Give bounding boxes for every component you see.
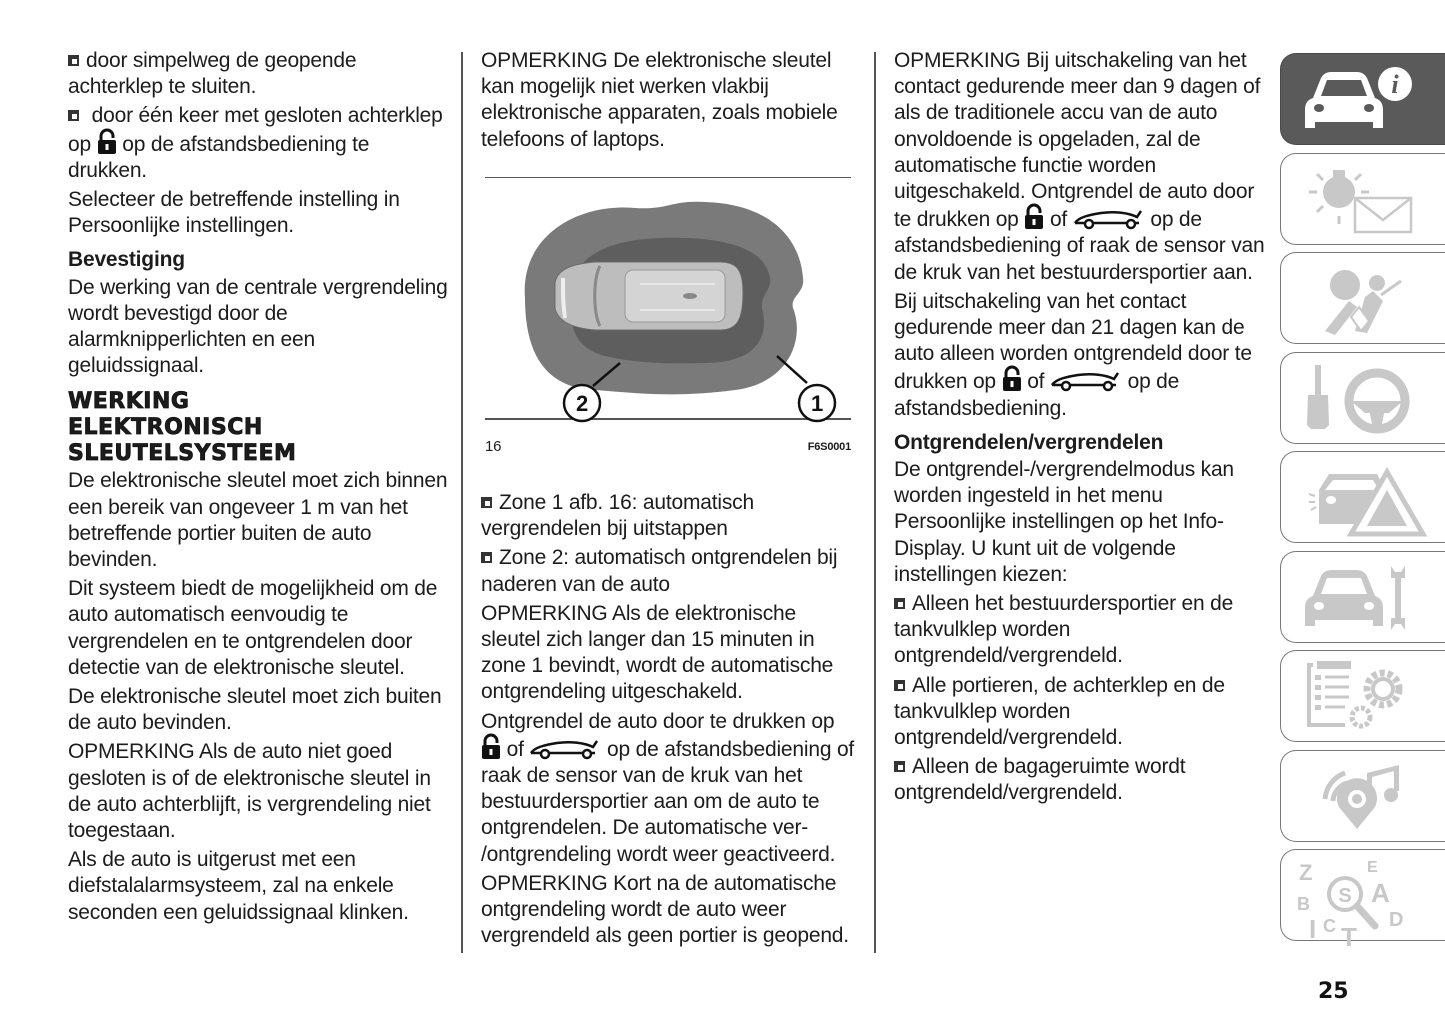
figure-caption xyxy=(485,434,851,460)
svg-text:1: 1 xyxy=(810,391,824,417)
subheading-bevestiging: Bevestiging xyxy=(68,248,185,272)
alphabet-search-icon xyxy=(1295,858,1415,952)
tab-technical-data[interactable] xyxy=(1280,650,1445,742)
music-location-icon xyxy=(1295,759,1415,835)
note-paragraph: OPMERKING Kort na de automatische ontgrendeling wordt de auto weer vergrendeld als geen portier is geopend. xyxy=(481,871,849,948)
key-steering-wheel-icon xyxy=(1295,361,1415,437)
bullet-item: Zone 1 afb. 16: automatisch vergrendelen bij uitstappen xyxy=(481,490,856,542)
column-divider xyxy=(874,52,876,953)
svg-text:S: S xyxy=(1338,885,1352,907)
tab-starting-driving[interactable] xyxy=(1280,352,1445,444)
bullet-item: Alleen de bagageruimte wordt ontgrendeld/vergrendeld. xyxy=(894,754,1269,806)
paragraph: De elektronische sleutel moet zich binnen een bereik van ongeveer 1 m van het betreffende portier buiten de auto bevinden. xyxy=(68,469,448,572)
note-paragraph: OPMERKING De elektronische sleutel kan mogelijk niet werken vlakbij elektronische apparaten, zoals mobiele telefoons of laptops. xyxy=(481,49,838,151)
note-paragraph: OPMERKING Als de auto niet goed gesloten is of de elektronische sleutel in de auto achterblijft, is vergrendeling niet toegestaan. xyxy=(68,740,431,843)
tailgate-icon xyxy=(529,739,601,759)
tab-warning-lights-messages[interactable] xyxy=(1280,153,1445,245)
column-2 xyxy=(481,48,856,952)
car-warning-triangle-icon xyxy=(1295,460,1415,536)
note-paragraph: OPMERKING Als de elektronische sleutel zich langer dan 15 minuten in zone 1 bevindt, wordt de automatische ontgrendeling uitgeschakeld. xyxy=(481,601,834,704)
paragraph: De elektronische sleutel moet zich buiten de auto bevinden. xyxy=(68,685,442,735)
tailgate-icon xyxy=(1050,371,1122,391)
paragraph: Selecteer de betreffende instelling in Persoonlijke instellingen. xyxy=(68,188,400,238)
svg-text:i: i xyxy=(1391,70,1399,99)
paragraph: De werking van de centrale vergrendeling wordt bevestigd door de alarmknipperlichten en een geluidssignaal. xyxy=(68,275,448,378)
svg-text:E: E xyxy=(1367,859,1378,876)
paragraph: Dit systeem biedt de mogelijkheid om de auto automatisch eenvoudig te vergrendelen en te ontgrendelen door detectie van de elektronische sleutel. xyxy=(68,577,438,679)
tab-car-info[interactable] xyxy=(1280,53,1445,145)
list-gears-icon xyxy=(1295,659,1415,735)
text: door één keer met gesloten achterklep op xyxy=(68,104,443,156)
paragraph: Bij uitschakeling van het contact gedurende meer dan 21 dagen kan de auto alleen worden ontgrendeld door te drukken op of op de afstandsbediening. xyxy=(894,289,1252,420)
svg-text:Z: Z xyxy=(1299,860,1313,885)
unlock-icon xyxy=(97,130,117,154)
text: op de afstandsbediening te drukken. xyxy=(68,132,370,182)
subheading-ontgrendelen: Ontgrendelen/vergrendelen xyxy=(894,430,1164,454)
bullet-item xyxy=(68,103,448,184)
figure-code: F6S0001 xyxy=(807,440,851,453)
svg-text:A: A xyxy=(1371,878,1390,908)
figure-bottom-rule xyxy=(485,418,851,420)
car-info-icon xyxy=(1295,62,1415,138)
paragraph: De ontgrendel-/vergrendelmodus kan worden ingesteld in het menu Persoonlijke instellingen op het Info-Display. U kunt uit de volgende instellingen kiezen: xyxy=(894,458,1234,586)
figure-number: 16 xyxy=(485,437,502,455)
car-wrench-icon xyxy=(1295,560,1415,636)
tab-maintenance[interactable] xyxy=(1280,551,1445,643)
svg-text:D: D xyxy=(1389,909,1404,931)
svg-text:C: C xyxy=(1323,916,1336,936)
svg-text:I: I xyxy=(1309,914,1317,944)
svg-text:T: T xyxy=(1341,922,1357,952)
column-3 xyxy=(894,48,1269,810)
column-1 xyxy=(68,48,448,929)
bullet-item: Alleen het bestuurdersportier en de tankvulklep worden ontgrendeld/vergrendeld. xyxy=(894,591,1269,670)
figure-16 xyxy=(485,177,851,460)
unlock-icon xyxy=(1024,205,1044,229)
page-number: 25 xyxy=(1318,979,1349,1004)
keyless-zones-illustration xyxy=(485,178,851,418)
svg-text:2: 2 xyxy=(575,391,589,417)
paragraph: Als de auto is uitgerust met een diefstalalarmsysteem, zal na enkele seconden een geluidssignaal klinken. xyxy=(68,848,409,924)
unlock-icon xyxy=(1002,367,1022,391)
section-heading: WERKING ELEKTRONISCH SLEUTELSYSTEEM xyxy=(68,389,297,467)
tab-safety[interactable] xyxy=(1280,252,1445,344)
airbag-seatbelt-icon xyxy=(1295,261,1415,337)
tab-emergency[interactable] xyxy=(1280,451,1445,543)
chapter-tabs xyxy=(1280,53,1445,952)
tailgate-icon xyxy=(1073,209,1145,229)
bullet-item: Alle portieren, de achterklep en de tankvulklep worden ontgrendeld/vergrendeld. xyxy=(894,673,1269,752)
warning-light-envelope-icon xyxy=(1295,162,1415,238)
unlock-icon xyxy=(481,735,501,759)
bullet-item: Zone 2: automatisch ontgrendelen bij naderen van de auto xyxy=(481,545,856,597)
svg-text:B: B xyxy=(1297,894,1310,914)
tab-index[interactable] xyxy=(1280,849,1445,952)
tab-multimedia[interactable] xyxy=(1280,750,1445,842)
column-divider xyxy=(461,52,463,953)
paragraph: Ontgrendel de auto door te drukken op of op de afstandsbediening of raak de sensor van de kruk van het bestuurdersportier aan om de auto te ontgrendelen. De automatische ver- /ontgrendeling wordt weer geactiveerd. xyxy=(481,709,855,866)
figure-image xyxy=(485,178,851,418)
note-paragraph: OPMERKING Bij uitschakeling van het contact gedurende meer dan 9 dagen of als de traditionele accu van de auto onvoldoende is opgeladen, zal de automatische functie worden uitgeschakeld. Ontgrendel de auto door te drukken op of op de afstandsbediening of raak de sensor van de kruk van het bestuurdersportier aan. xyxy=(894,49,1265,284)
bullet-item: door simpelweg de geopende achterklep te sluiten. xyxy=(68,48,448,100)
